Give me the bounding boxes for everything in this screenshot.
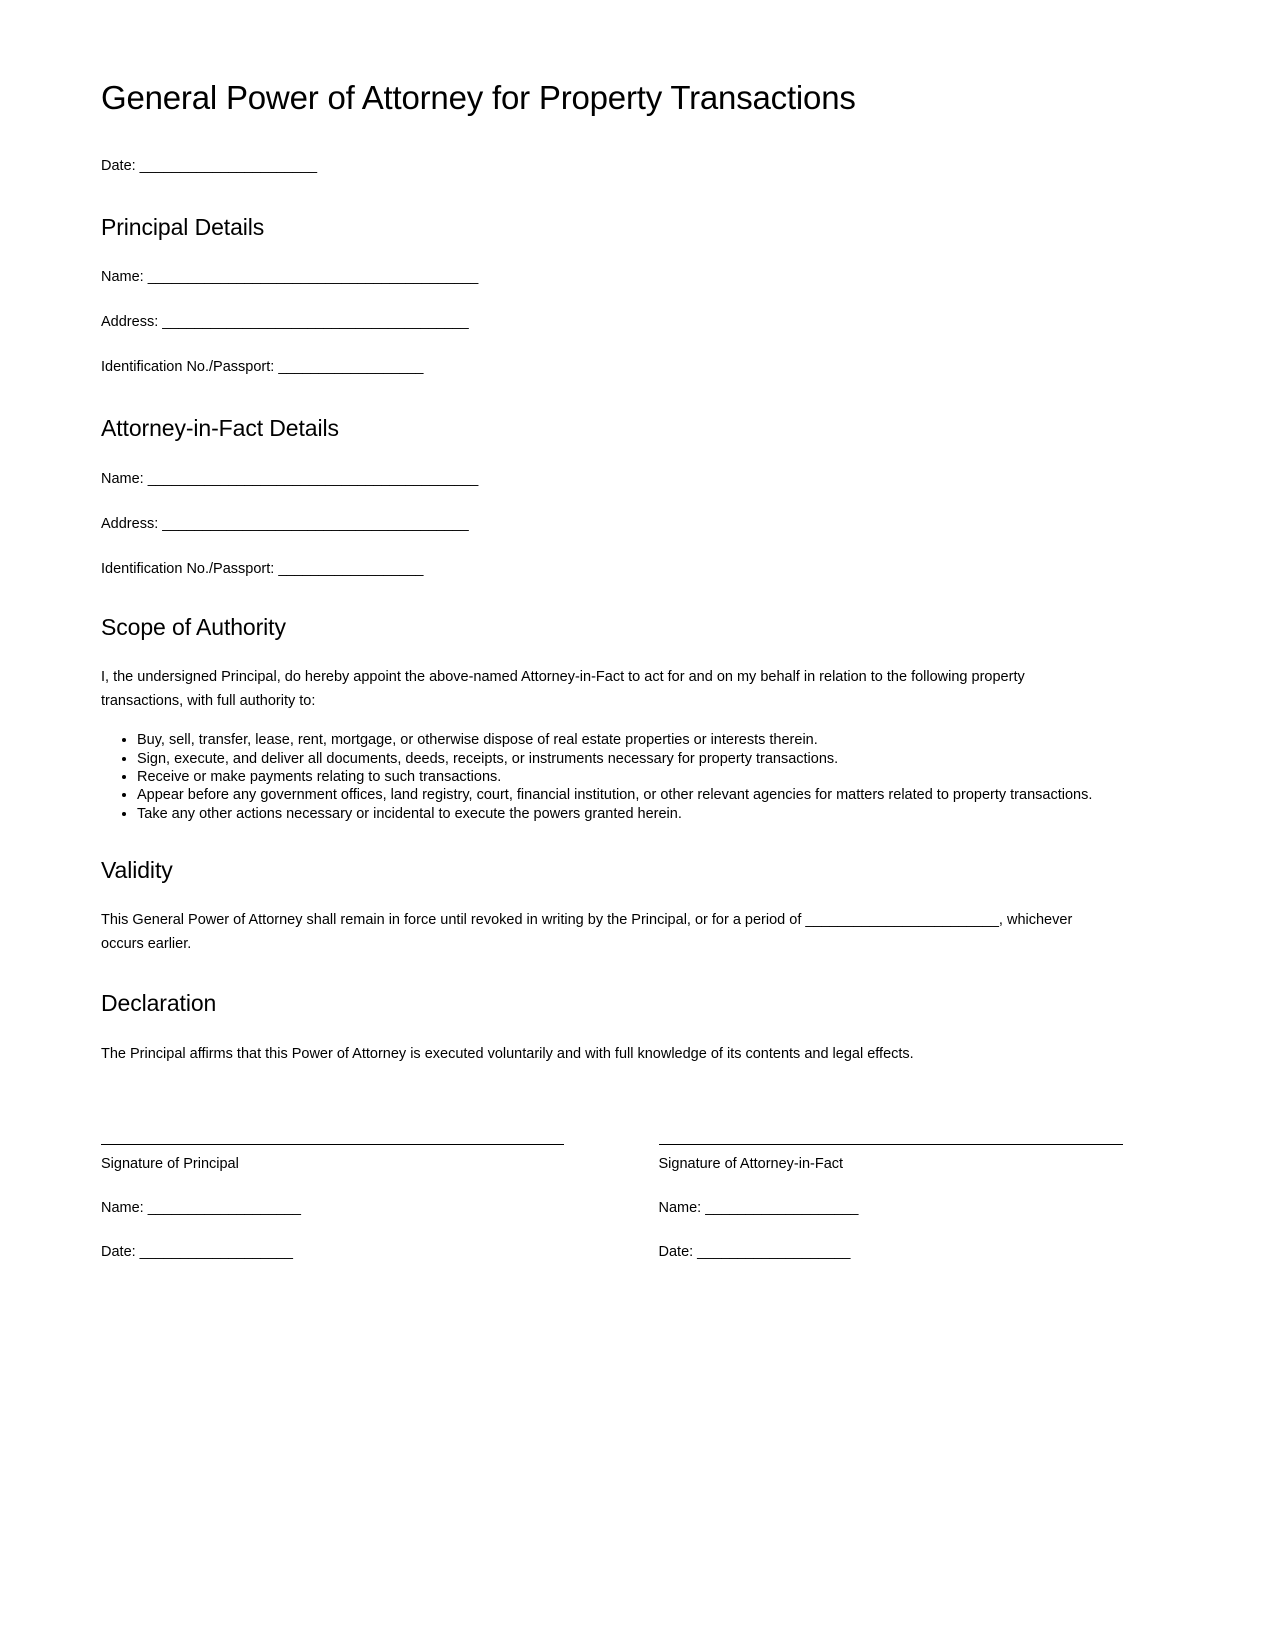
attorney-signature-date-field[interactable]: Date: ___________________ [658, 1244, 851, 1261]
attorney-address-field[interactable]: Address: ______________________________________ [101, 515, 469, 532]
section-heading-scope-of-authority: Scope of Authority [101, 613, 286, 640]
declaration-paragraph: The Principal affirms that this Power of Attorney is executed voluntarily and with full knowledge of its contents and legal effects. [101, 1045, 914, 1062]
signature-label-attorney: Signature of Attorney-in-Fact [658, 1156, 844, 1173]
list-item: • Buy, sell, transfer, lease, rent, mortgage, or otherwise dispose of real estate properties or interests therein. [137, 731, 1123, 749]
section-heading-validity: Validity [101, 856, 173, 883]
attorney-signature-name-field[interactable]: Name: ___________________ [658, 1200, 859, 1217]
principal-identification-field[interactable]: Identification No./Passport: __________________ [101, 359, 424, 376]
principal-signature-date-field[interactable]: Date: ___________________ [101, 1244, 293, 1261]
page-title: General Power of Attorney for Property Transactions [101, 79, 856, 116]
signature-block [101, 1144, 1123, 1263]
signature-column-principal [101, 1144, 564, 1263]
signature-label-principal: Signature of Principal [101, 1156, 239, 1173]
attorney-name-field[interactable]: Name: _________________________________________ [101, 470, 479, 487]
principal-address-field[interactable]: Address: ______________________________________ [101, 314, 469, 331]
list-item: • Sign, execute, and deliver all documents, deeds, receipts, or instruments necessary for property transactions. [137, 750, 1123, 768]
section-heading-principal-details: Principal Details [101, 213, 265, 240]
list-item: • Take any other actions necessary or incidental to execute the powers granted herein. [137, 805, 1123, 823]
signature-column-attorney [659, 1144, 1124, 1263]
scope-intro-paragraph: I, the undersigned Principal, do hereby appoint the above-named Attorney-in-Fact to act for and on my behalf in relation to the following property transactions, with full authority to: [101, 669, 1025, 709]
principal-name-field[interactable]: Name: _________________________________________ [101, 269, 479, 286]
section-heading-attorney-details: Attorney-in-Fact Details [101, 415, 339, 442]
validity-paragraph[interactable]: This General Power of Attorney shall remain in force until revoked in writing by the Principal, or for a period of ________________________, whichever occurs earlier. [101, 912, 1073, 952]
signature-line-attorney[interactable] [659, 1144, 1124, 1145]
section-heading-declaration: Declaration [101, 990, 217, 1017]
document-date-field[interactable]: Date: ______________________ [101, 157, 318, 174]
scope-authority-list [101, 731, 1123, 822]
list-item: • Receive or make payments relating to such transactions. [137, 768, 1123, 786]
signature-line-principal[interactable] [101, 1144, 564, 1145]
principal-signature-name-field[interactable]: Name: ___________________ [101, 1200, 301, 1217]
attorney-identification-field[interactable]: Identification No./Passport: __________________ [101, 560, 424, 577]
list-item: • Appear before any government offices, land registry, court, financial institution, or other relevant agencies for matters related to property transactions. [137, 786, 1123, 804]
